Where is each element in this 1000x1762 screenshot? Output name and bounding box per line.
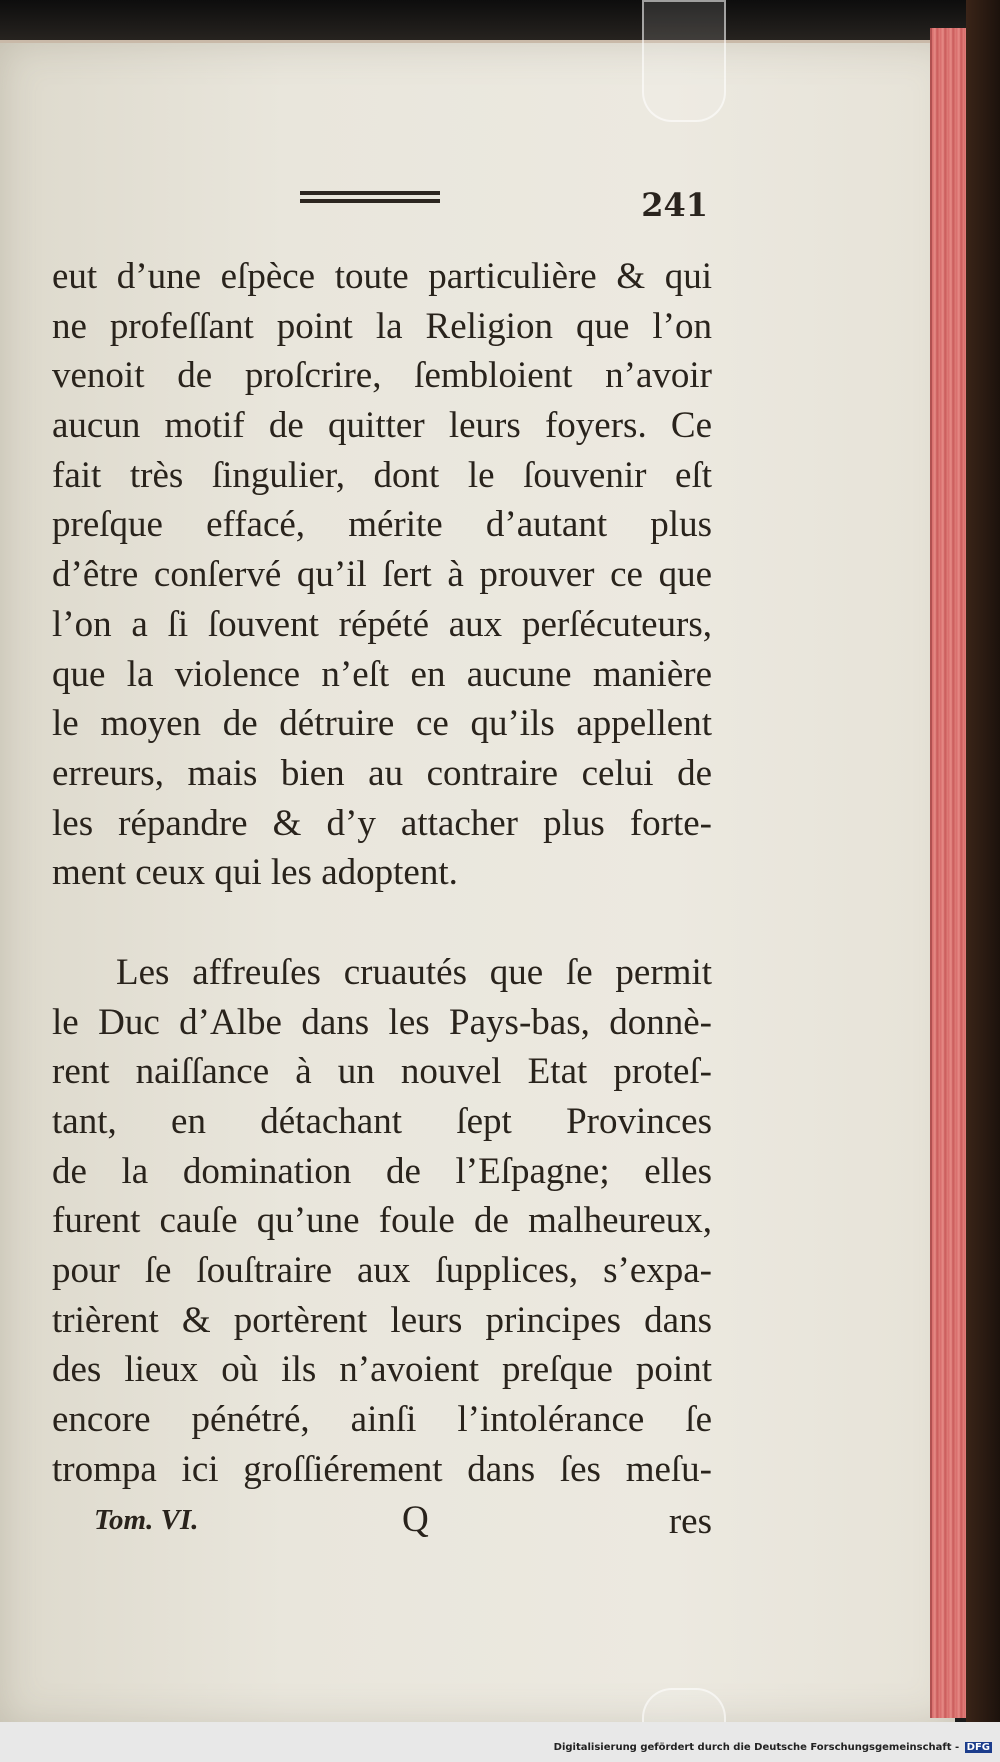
catchword: res: [668, 1501, 712, 1542]
text-line: que la violence n’eſt en aucune manière: [52, 653, 712, 695]
text-line: preſque effacé, mérite d’autant plus: [52, 504, 712, 546]
text-line: trièrent & portèrent leurs principes dans: [52, 1299, 712, 1341]
credit-text: Digitalisierung gefördert durch die Deutsche Forschungsgemeinschaft -: [553, 1742, 960, 1753]
page-number: 241: [641, 186, 708, 224]
text-line: tant, en détachant ſept Provinces: [52, 1101, 712, 1142]
page-clip-top: [642, 0, 726, 122]
text-line: le Duc d’Albe dans les Pays-bas, donnè-: [52, 1001, 712, 1043]
text-line: fait très ſingulier, dont le ſouvenir eſt: [52, 454, 712, 496]
text-line: eut d’une eſpèce toute particulière & qui: [52, 256, 712, 297]
paragraph-1: [52, 252, 712, 898]
signature-mark: Q: [402, 1499, 429, 1540]
text-line: le moyen de détruire ce qu’ils appellent: [52, 703, 712, 745]
paragraph-2: [52, 948, 712, 1495]
text-line: d’être conſervé qu’il ſert à prouver ce que: [52, 554, 712, 596]
rule-line: [300, 191, 440, 195]
text-line: l’on a ſi ſouvent répété aux perſécuteurs,: [52, 603, 712, 645]
text-line: pour ſe ſouſtraire aux ſupplices, s’expa-: [52, 1250, 712, 1292]
text-line: Les affreuſes cruautés que ſe permit: [116, 951, 712, 993]
text-line: rent naiſſance à un nouvel Etat proteſ-: [52, 1051, 712, 1093]
text-line: aucun motif de quitter leurs foyers. Ce: [52, 405, 712, 447]
volume-signature: Tom. VI.: [94, 1504, 199, 1536]
body-text: [52, 252, 712, 1495]
text-line: trompa ici groſſiérement dans ſes meſu-: [52, 1448, 712, 1490]
book-cover-edge: [966, 0, 1000, 1762]
header-rule: [300, 191, 440, 207]
text-line: furent cauſe qu’une foule de malheureux,: [52, 1200, 712, 1242]
text-line: ne profeſſant point la Religion que l’on: [52, 305, 712, 347]
text-line: ment ceux qui les adoptent.: [52, 852, 458, 894]
text-line: erreurs, mais bien au contraire celui de: [52, 752, 712, 794]
text-line: venoit de proſcrire, ſembloient n’avoir: [52, 355, 712, 397]
paragraph-gap: [52, 898, 712, 948]
text-line: encore pénétré, ainſi l’intolérance ſe: [52, 1399, 712, 1441]
page-footer: [94, 1498, 712, 1546]
red-page-edges: [930, 28, 968, 1718]
text-line: de la domination de l’Eſpagne; elles: [52, 1150, 712, 1192]
digitization-credit: [554, 1742, 992, 1753]
rule-line: [300, 199, 440, 203]
text-line: des lieux où ils n’avoient preſque point: [52, 1349, 712, 1391]
text-line: les répandre & d’y attacher plus forte-: [52, 802, 712, 844]
dfg-logo: DFG: [966, 1742, 990, 1753]
